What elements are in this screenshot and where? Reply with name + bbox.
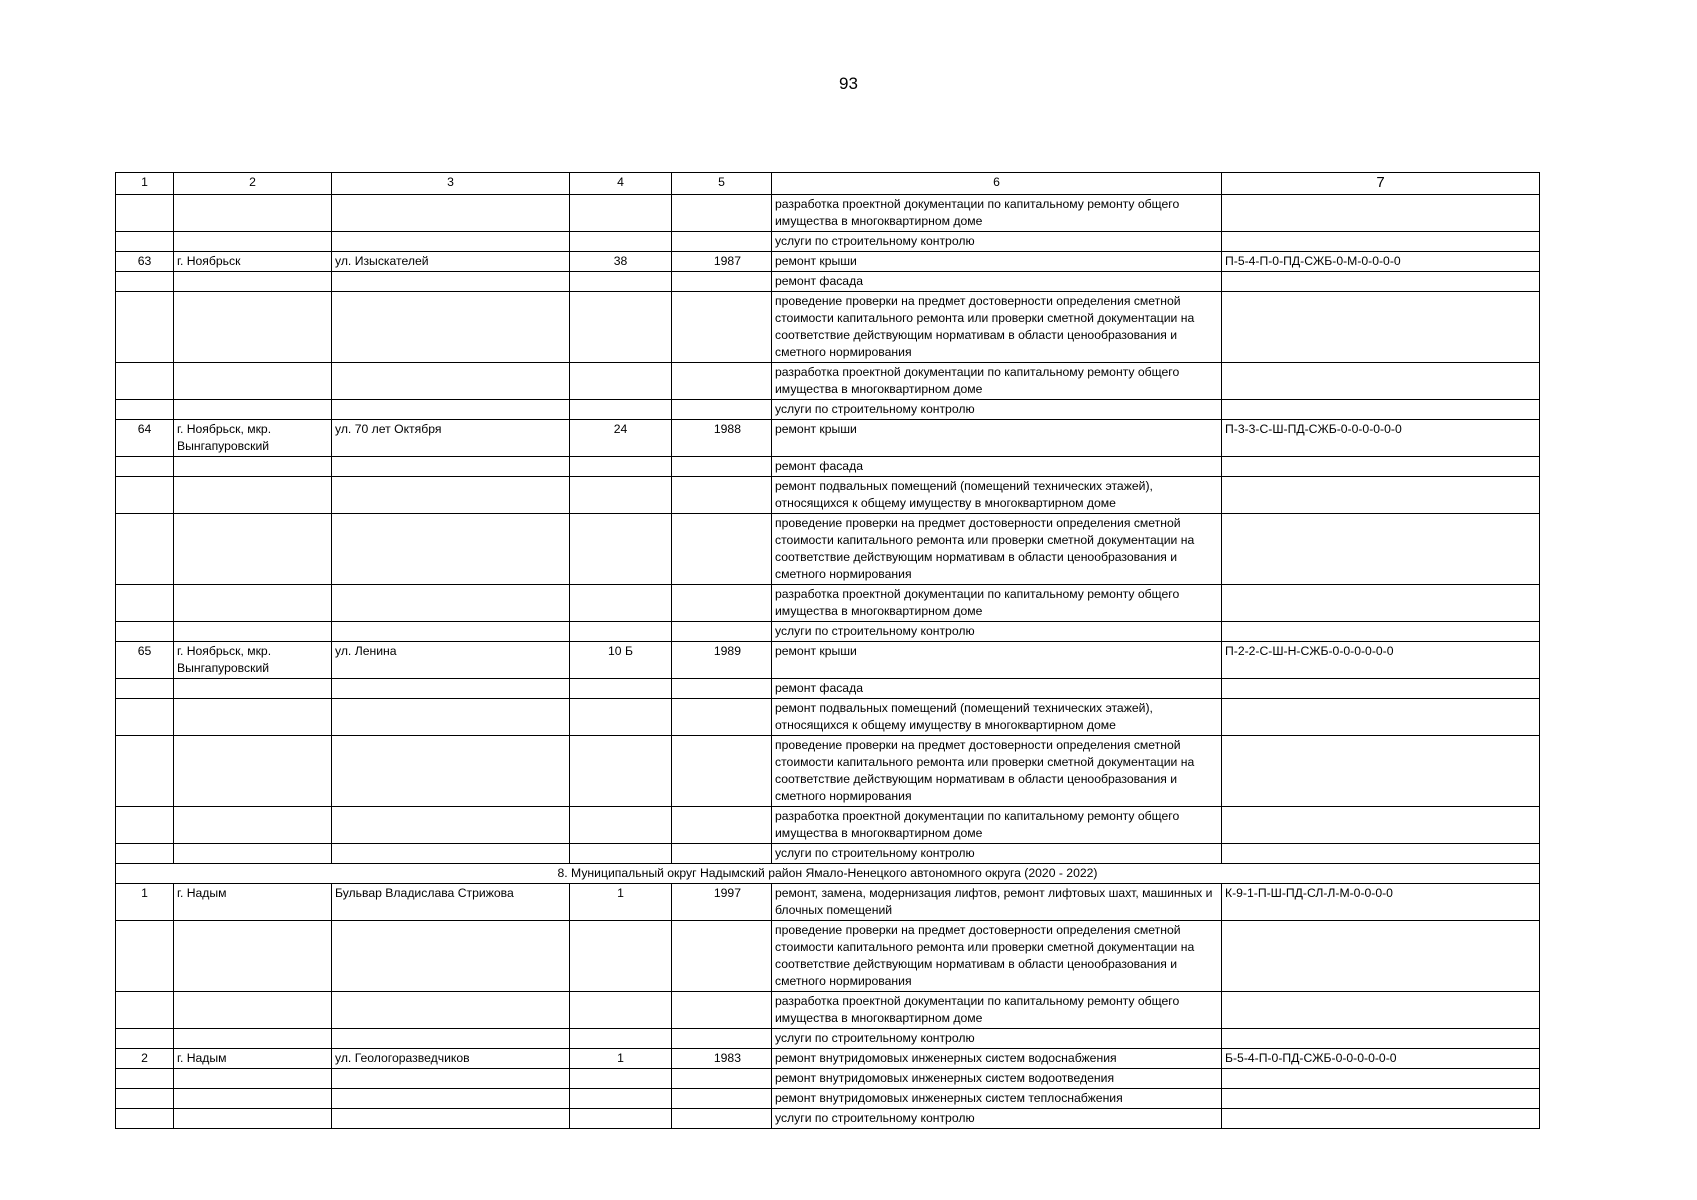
table-cell-col-5 [672, 195, 772, 232]
table-cell-col-3: ул. Ленина [332, 642, 570, 679]
table-cell-col-6: разработка проектной документации по капитальному ремонту общего имущества в многоквартирном доме [772, 363, 1222, 400]
table-cell-col-7 [1222, 292, 1540, 363]
table-cell-col-7 [1222, 1089, 1540, 1109]
table-cell-col-3 [332, 363, 570, 400]
table-cell-col-2 [174, 736, 332, 807]
table-cell-col-4 [570, 622, 672, 642]
table-cell-col-6: ремонт крыши [772, 420, 1222, 457]
table-cell-col-7: П-3-3-С-Ш-ПД-СЖБ-0-0-0-0-0-0 [1222, 420, 1540, 457]
table-cell-col-5: 1989 [672, 642, 772, 679]
table-cell-col-7 [1222, 195, 1540, 232]
table-cell-col-4 [570, 514, 672, 585]
table-cell-col-3 [332, 699, 570, 736]
table-cell-col-3 [332, 807, 570, 844]
table-cell-col-4 [570, 1029, 672, 1049]
table-cell-col-4 [570, 921, 672, 992]
table-cell-col-7 [1222, 622, 1540, 642]
table-cell-col-1 [116, 514, 174, 585]
table-cell-col-6: ремонт, замена, модернизация лифтов, ремонт лифтовых шахт, машинных и блочных помещений [772, 884, 1222, 921]
table-cell-col-4 [570, 363, 672, 400]
table-cell-col-2: г. Надым [174, 1049, 332, 1069]
table-cell-col-7: П-5-4-П-0-ПД-СЖБ-0-М-0-0-0-0 [1222, 252, 1540, 272]
table-cell-col-4 [570, 232, 672, 252]
table-cell-col-7 [1222, 844, 1540, 864]
table-cell-col-6: ремонт фасада [772, 457, 1222, 477]
table-cell-col-6: услуги по строительному контролю [772, 1109, 1222, 1129]
table-cell-col-1 [116, 477, 174, 514]
table-cell-col-7 [1222, 992, 1540, 1029]
table-cell-col-4 [570, 272, 672, 292]
column-header: 5 [672, 173, 772, 195]
table-cell-col-2 [174, 585, 332, 622]
table-cell-col-2 [174, 1029, 332, 1049]
table-cell-col-2 [174, 477, 332, 514]
table-cell-col-2 [174, 272, 332, 292]
table-row [116, 477, 1540, 514]
table-cell-col-1 [116, 992, 174, 1029]
table-cell-col-4 [570, 1089, 672, 1109]
table-cell-col-6: ремонт внутридомовых инженерных систем водоотведения [772, 1069, 1222, 1089]
table-cell-col-5: 1983 [672, 1049, 772, 1069]
table-cell-col-1 [116, 363, 174, 400]
table-row [116, 1069, 1540, 1089]
table-cell-col-7 [1222, 1109, 1540, 1129]
table-cell-col-3 [332, 736, 570, 807]
table-cell-col-1 [116, 622, 174, 642]
table-row [116, 992, 1540, 1029]
table-cell-col-5 [672, 363, 772, 400]
table-cell-col-2 [174, 1089, 332, 1109]
table-cell-col-2 [174, 457, 332, 477]
table-cell-col-3 [332, 1029, 570, 1049]
table-cell-col-1 [116, 1089, 174, 1109]
table-cell-col-2: г. Ноябрьск [174, 252, 332, 272]
table-cell-col-6: ремонт подвальных помещений (помещений технических этажей), относящихся к общему имуществу в многоквартирном доме [772, 477, 1222, 514]
table-cell-col-1: 2 [116, 1049, 174, 1069]
table-cell-col-2 [174, 699, 332, 736]
table-row [116, 195, 1540, 232]
table-cell-col-3 [332, 400, 570, 420]
table-cell-col-5: 1988 [672, 420, 772, 457]
table-cell-col-4: 38 [570, 252, 672, 272]
table-cell-col-1 [116, 679, 174, 699]
table-cell-col-6: ремонт фасада [772, 679, 1222, 699]
table-cell-col-1 [116, 292, 174, 363]
table-cell-col-3 [332, 921, 570, 992]
table-cell-col-6: услуги по строительному контролю [772, 400, 1222, 420]
table-cell-col-4 [570, 1109, 672, 1129]
table-row [116, 514, 1540, 585]
table-cell-col-2 [174, 363, 332, 400]
table-cell-col-7: К-9-1-П-Ш-ПД-СЛ-Л-М-0-0-0-0 [1222, 884, 1540, 921]
table-cell-col-3: ул. Геологоразведчиков [332, 1049, 570, 1069]
table-cell-col-5 [672, 272, 772, 292]
page-number: 93 [839, 74, 858, 93]
table-row [116, 844, 1540, 864]
table-cell-col-3: ул. 70 лет Октября [332, 420, 570, 457]
table-cell-col-1 [116, 844, 174, 864]
table-cell-col-2 [174, 844, 332, 864]
table-cell-col-5 [672, 232, 772, 252]
table-cell-col-4 [570, 457, 672, 477]
table-cell-col-5 [672, 622, 772, 642]
column-header: 1 [116, 173, 174, 195]
table-cell-col-6: ремонт фасада [772, 272, 1222, 292]
table-cell-col-3 [332, 232, 570, 252]
table-row [116, 1049, 1540, 1069]
table-cell-col-5: 1997 [672, 884, 772, 921]
column-header: 2 [174, 173, 332, 195]
table-cell-col-6: услуги по строительному контролю [772, 1029, 1222, 1049]
table-cell-col-2: г. Ноябрьск, мкр. Вынгапуровский [174, 642, 332, 679]
table-cell-col-5 [672, 992, 772, 1029]
column-header: 4 [570, 173, 672, 195]
table-cell-col-6: ремонт внутридомовых инженерных систем теплоснабжения [772, 1089, 1222, 1109]
table-cell-col-1 [116, 195, 174, 232]
table-cell-col-3 [332, 844, 570, 864]
table-body [116, 195, 1540, 1129]
table-cell-col-3 [332, 622, 570, 642]
column-header: 6 [772, 173, 1222, 195]
table-cell-col-1: 64 [116, 420, 174, 457]
table-cell-col-7 [1222, 272, 1540, 292]
section-row [116, 864, 1540, 884]
table-row [116, 420, 1540, 457]
table-cell-col-7 [1222, 477, 1540, 514]
table-cell-col-3 [332, 195, 570, 232]
table-cell-col-1: 65 [116, 642, 174, 679]
table-cell-col-2 [174, 1109, 332, 1129]
table-cell-col-1 [116, 1109, 174, 1129]
table-cell-col-5 [672, 457, 772, 477]
table-cell-col-6: услуги по строительному контролю [772, 622, 1222, 642]
table-cell-col-6: проведение проверки на предмет достоверности определения сметной стоимости капитального ремонта или проверки сметной документации на соответствие действующим нормативам в области ценообразования и сметного нормирования [772, 736, 1222, 807]
table-row [116, 679, 1540, 699]
table-cell-col-3 [332, 457, 570, 477]
table-cell-col-4 [570, 844, 672, 864]
table-row [116, 252, 1540, 272]
table-cell-col-3 [332, 585, 570, 622]
table-row [116, 1089, 1540, 1109]
table-cell-col-2 [174, 992, 332, 1029]
table-cell-col-1 [116, 736, 174, 807]
table-row [116, 807, 1540, 844]
table-cell-col-7: П-2-2-С-Ш-Н-СЖБ-0-0-0-0-0-0 [1222, 642, 1540, 679]
table-cell-col-3 [332, 292, 570, 363]
table-cell-col-1 [116, 272, 174, 292]
capital-repair-table [115, 172, 1540, 1129]
table-cell-col-3 [332, 514, 570, 585]
table-cell-col-2 [174, 400, 332, 420]
table-cell-col-2 [174, 1069, 332, 1089]
table-row [116, 699, 1540, 736]
table-cell-col-7 [1222, 736, 1540, 807]
table-cell-col-6: разработка проектной документации по капитальному ремонту общего имущества в многоквартирном доме [772, 195, 1222, 232]
table-cell-col-3 [332, 679, 570, 699]
table-row [116, 457, 1540, 477]
table-cell-col-7 [1222, 514, 1540, 585]
table-cell-col-5 [672, 1029, 772, 1049]
table-cell-col-5 [672, 1069, 772, 1089]
table-cell-col-5 [672, 585, 772, 622]
table-cell-col-6: проведение проверки на предмет достоверности определения сметной стоимости капитального ремонта или проверки сметной документации на соответствие действующим нормативам в области ценообразования и сметного нормирования [772, 921, 1222, 992]
table-cell-col-4 [570, 195, 672, 232]
table-cell-col-1 [116, 921, 174, 992]
table-cell-col-6: проведение проверки на предмет достоверности определения сметной стоимости капитального ремонта или проверки сметной документации на соответствие действующим нормативам в области ценообразования и сметного нормирования [772, 292, 1222, 363]
table-cell-col-3 [332, 1069, 570, 1089]
table-cell-col-3 [332, 992, 570, 1029]
table-cell-col-6: услуги по строительному контролю [772, 844, 1222, 864]
table-cell-col-5 [672, 844, 772, 864]
table-row [116, 1029, 1540, 1049]
table-cell-col-1 [116, 400, 174, 420]
table-row [116, 1109, 1540, 1129]
table-cell-col-6: ремонт крыши [772, 252, 1222, 272]
table-cell-col-5 [672, 1109, 772, 1129]
table-cell-col-3: ул. Изыскателей [332, 252, 570, 272]
table-cell-col-6: ремонт внутридомовых инженерных систем водоснабжения [772, 1049, 1222, 1069]
table-cell-col-4 [570, 992, 672, 1029]
table-cell-col-5 [672, 736, 772, 807]
table-row [116, 585, 1540, 622]
table-row [116, 272, 1540, 292]
table-row [116, 292, 1540, 363]
table-cell-col-4: 24 [570, 420, 672, 457]
table-cell-col-1 [116, 457, 174, 477]
table-cell-col-6: разработка проектной документации по капитальному ремонту общего имущества в многоквартирном доме [772, 992, 1222, 1029]
table-cell-col-2 [174, 807, 332, 844]
table-cell-col-2 [174, 232, 332, 252]
table-cell-col-4 [570, 679, 672, 699]
table-cell-col-5 [672, 477, 772, 514]
table-cell-col-5 [672, 807, 772, 844]
table-cell-col-7: Б-5-4-П-0-ПД-СЖБ-0-0-0-0-0-0 [1222, 1049, 1540, 1069]
table-cell-col-7 [1222, 400, 1540, 420]
table-cell-col-3 [332, 1109, 570, 1129]
table-cell-col-1 [116, 699, 174, 736]
table-cell-col-7 [1222, 679, 1540, 699]
table-cell-col-1 [116, 1069, 174, 1089]
table-cell-col-7 [1222, 1069, 1540, 1089]
table-cell-col-4 [570, 477, 672, 514]
table-cell-col-4 [570, 292, 672, 363]
table-cell-col-5 [672, 921, 772, 992]
table-cell-col-4: 10 Б [570, 642, 672, 679]
column-header: 7 [1222, 173, 1540, 195]
table-cell-col-7 [1222, 807, 1540, 844]
table-cell-col-3: Бульвар Владислава Стрижова [332, 884, 570, 921]
table-cell-col-4 [570, 807, 672, 844]
table-cell-col-2 [174, 921, 332, 992]
table-row [116, 400, 1540, 420]
table-cell-col-7 [1222, 232, 1540, 252]
table-cell-col-1 [116, 1029, 174, 1049]
table-cell-col-5 [672, 400, 772, 420]
table-cell-col-6: проведение проверки на предмет достоверности определения сметной стоимости капитального ремонта или проверки сметной документации на соответствие действующим нормативам в области ценообразования и сметного нормирования [772, 514, 1222, 585]
table-cell-col-1: 1 [116, 884, 174, 921]
table-cell-col-3 [332, 477, 570, 514]
section-title: 8. Муниципальный округ Надымский район Ямало-Ненецкого автономного округа (2020 - 2022) [116, 864, 1540, 884]
table-cell-col-7 [1222, 699, 1540, 736]
table-cell-col-2 [174, 292, 332, 363]
table-row [116, 622, 1540, 642]
table-cell-col-2 [174, 195, 332, 232]
table-cell-col-5 [672, 292, 772, 363]
table-cell-col-6: ремонт крыши [772, 642, 1222, 679]
table-cell-col-4: 1 [570, 884, 672, 921]
table-cell-col-4 [570, 699, 672, 736]
table-cell-col-1 [116, 585, 174, 622]
table-cell-col-7 [1222, 363, 1540, 400]
table-cell-col-2 [174, 514, 332, 585]
table-row [116, 363, 1540, 400]
table-cell-col-4 [570, 400, 672, 420]
table-cell-col-5 [672, 699, 772, 736]
table-cell-col-2: г. Надым [174, 884, 332, 921]
table-row [116, 736, 1540, 807]
column-number-row [116, 173, 1540, 195]
table-row [116, 921, 1540, 992]
table-cell-col-5 [672, 514, 772, 585]
table-cell-col-2 [174, 679, 332, 699]
table-cell-col-6: услуги по строительному контролю [772, 232, 1222, 252]
table-cell-col-6: ремонт подвальных помещений (помещений технических этажей), относящихся к общему имуществу в многоквартирном доме [772, 699, 1222, 736]
table-cell-col-5 [672, 679, 772, 699]
table-row [116, 642, 1540, 679]
table-cell-col-6: разработка проектной документации по капитальному ремонту общего имущества в многоквартирном доме [772, 585, 1222, 622]
table-cell-col-5 [672, 1089, 772, 1109]
table-row [116, 232, 1540, 252]
table-cell-col-3 [332, 1089, 570, 1109]
table-cell-col-2: г. Ноябрьск, мкр. Вынгапуровский [174, 420, 332, 457]
table-cell-col-5: 1987 [672, 252, 772, 272]
column-header: 3 [332, 173, 570, 195]
table-row [116, 884, 1540, 921]
table-cell-col-2 [174, 622, 332, 642]
table-cell-col-7 [1222, 921, 1540, 992]
table-cell-col-1: 63 [116, 252, 174, 272]
table-cell-col-1 [116, 807, 174, 844]
table-cell-col-4 [570, 736, 672, 807]
table-cell-col-4 [570, 1069, 672, 1089]
table-cell-col-6: разработка проектной документации по капитальному ремонту общего имущества в многоквартирном доме [772, 807, 1222, 844]
table-cell-col-4: 1 [570, 1049, 672, 1069]
table-cell-col-7 [1222, 457, 1540, 477]
table-cell-col-4 [570, 585, 672, 622]
table-cell-col-7 [1222, 585, 1540, 622]
table-cell-col-7 [1222, 1029, 1540, 1049]
table-cell-col-1 [116, 232, 174, 252]
table-cell-col-3 [332, 272, 570, 292]
